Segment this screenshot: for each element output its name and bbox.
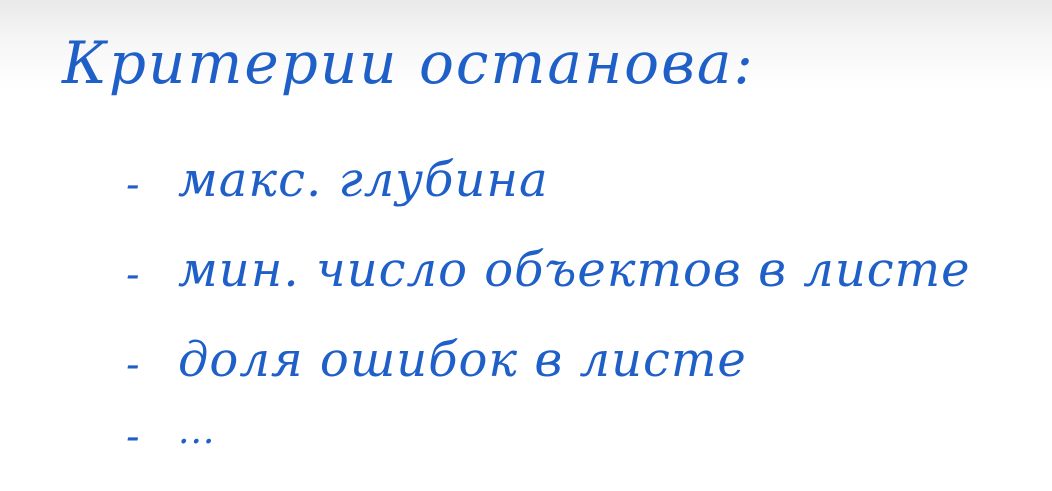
- bullet-dash: -: [126, 414, 141, 460]
- criterion-text: ...: [178, 411, 216, 452]
- bullet-dash: -: [126, 252, 141, 298]
- heading: Критерии останова:: [62, 29, 755, 97]
- criterion-text: мин. число объектов в листе: [178, 242, 971, 298]
- criterion-text: доля ошибок в листе: [178, 332, 747, 388]
- criterion-text: макс. глубина: [178, 152, 549, 208]
- bullet-dash: -: [126, 342, 141, 388]
- bullet-dash: -: [126, 162, 141, 208]
